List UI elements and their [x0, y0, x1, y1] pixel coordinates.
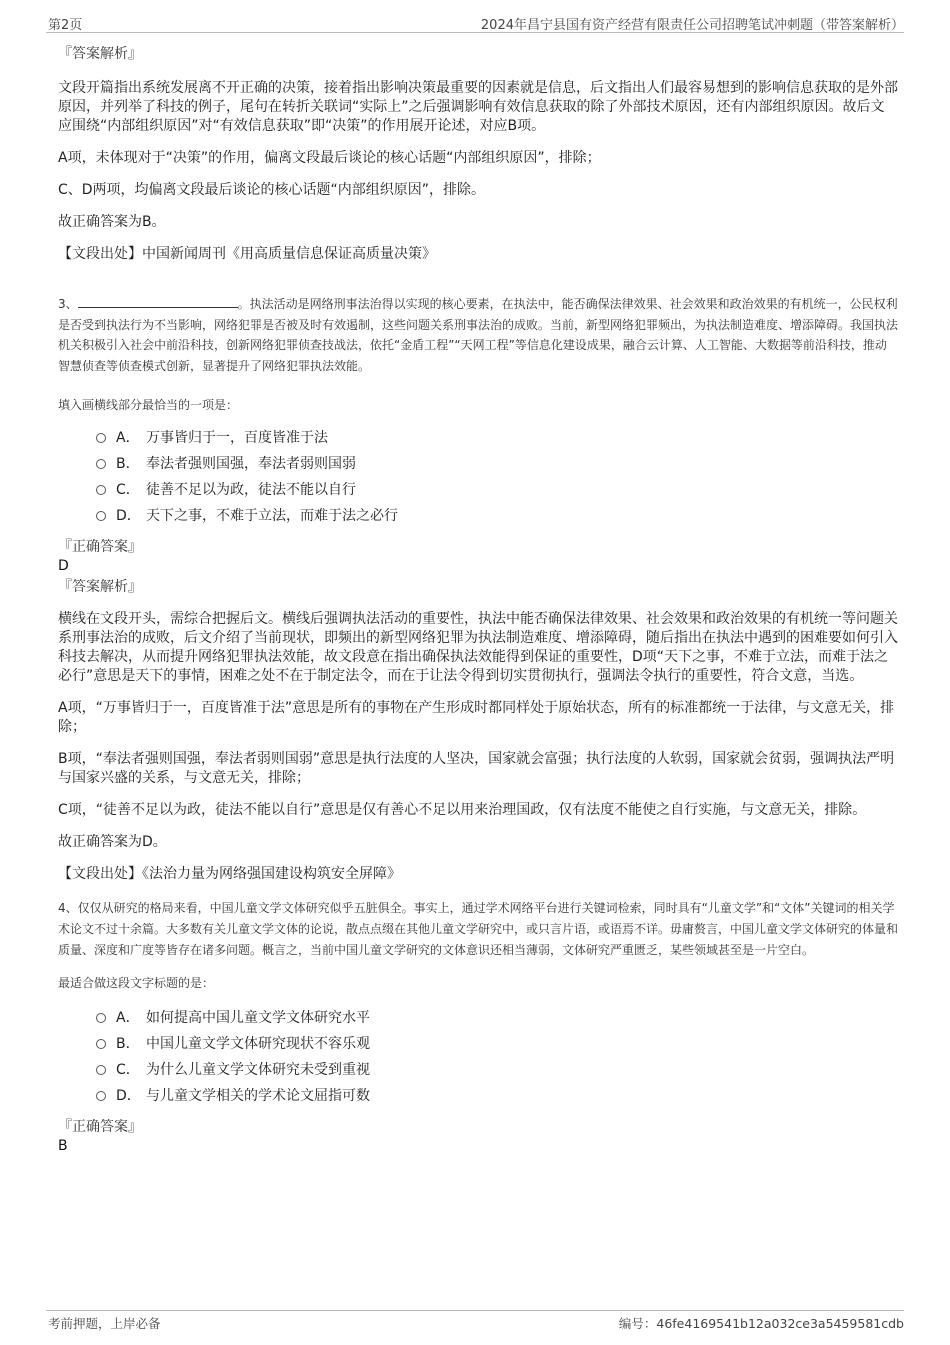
radio-icon[interactable]	[96, 1013, 106, 1023]
analysis-paragraph: A项，未体现对于“决策”的作用，偏离文段最后谈论的核心话题“内部组织原因”，排除；	[58, 150, 601, 166]
analysis-label: 『答案解析』	[58, 579, 142, 596]
analysis-paragraph: C、D两项，均偏离文段最后谈论的核心话题“内部组织原因”，排除。	[58, 182, 486, 198]
radio-icon[interactable]	[96, 511, 106, 521]
correct-answer-label: 『正确答案』	[58, 1119, 142, 1136]
question-2-analysis	[58, 44, 898, 264]
source-note: 【文段出处】《法治力量为网络强国建设构筑安全屏障》	[58, 866, 401, 883]
question-number: 3、	[58, 297, 78, 311]
question-prompt: 最适合做这段文字标题的是：	[58, 976, 215, 991]
question-prompt: 填入画横线部分最恰当的一项是：	[58, 398, 239, 413]
source-note: 【文段出处】中国新闻周刊《用高质量信息保证高质量决策》	[58, 246, 436, 262]
option-a[interactable]: A． 如何提高中国儿童文学文体研究水平	[58, 1005, 898, 1031]
analysis-paragraph: B项，“奉法者强则国强，奉法者弱则国弱”意思是执行法度的人坚决，国家就会富强；执行法度的人软弱，国家就会贫弱，强调执法严明与国家兴盛的关系，与文意无关，排除；	[58, 751, 895, 787]
document-title: 2024年昌宁县国有资产经营有限责任公司招聘笔试冲刺题（带答案解析）	[480, 18, 904, 33]
correct-answer: B	[58, 1138, 68, 1155]
radio-icon[interactable]	[96, 1065, 106, 1075]
option-a[interactable]: A． 万事皆归于一，百度皆准于法	[58, 425, 898, 451]
document-body	[58, 44, 898, 1155]
radio-icon[interactable]	[96, 433, 106, 443]
options-list	[58, 425, 898, 529]
analysis-paragraph: 文段开篇指出系统发展离不开正确的决策，接着指出影响决策最重要的因素就是信息，后文指出人们最容易想到的影响信息获取的是外部原因，并列举了科技的例子，尾句在转折关联词“实际上”之后强调影响有效信息获取的除了外部技术原因，还有内部组织原因。故后文应围绕“内部组织原因”对“有效信息获取”即“决策”的作用展开论述，对应B项。	[58, 80, 898, 134]
radio-icon[interactable]	[96, 485, 106, 495]
conclusion: 故正确答案为B。	[58, 214, 166, 230]
question-passage: 。执法活动是网络刑事法治得以实现的核心要素，在执法中，能否确保法律效果、社会效果和政治效果的有机统一，公民权利是否受到执法行为不当影响，网络犯罪是否被及时有效遏制，这些问题关系刑事法治的成败。当前，新型网络犯罪频出，为执法制造难度、增添障碍。我国执法机关积极引入社会中前沿科技，创新网络犯罪侦查技战法，依托“金盾工程”“天网工程”等信息化建设成果，融合云计算、人工智能、大数据等前沿科技，推动智慧侦查等侦查模式创新，显著提升了网络犯罪执法效能。	[58, 297, 899, 373]
radio-icon[interactable]	[96, 1039, 106, 1049]
analysis-paragraph: C项，“徒善不足以为政，徒法不能以自行”意思是仅有善心不足以用来治理国政，仅有法度不能使之自行实施，与文意无关，排除。	[58, 802, 867, 819]
options-list	[58, 1005, 898, 1109]
document-id: 编号：46fe4169541b12a032ce3a5459581cdb	[618, 1316, 904, 1331]
question-text: 4、仅仅从研究的格局来看，中国儿童文学文体研究似乎五脏俱全。事实上，通过学术网络平台进行关键词检索，同时具有“儿童文学”和“文体”关键词的相关学术论文不过十余篇。大多数有关儿童文学文体的论说，散点点缀在其他儿童文学研究中，或只言片语，或语焉不详。毋庸赘言，中国儿童文学文体研究的体量和质量、深度和广度等皆存在诸多问题。概言之，当前中国儿童文学研究的文体意识还相当薄弱，文体研究严重匮乏，某些领域甚至是一片空白。	[58, 901, 899, 957]
conclusion: 故正确答案为D。	[58, 834, 167, 851]
footer-divider	[46, 1310, 904, 1311]
question-3	[58, 294, 898, 884]
option-b[interactable]: B． 奉法者强则国强，奉法者弱则国弱	[58, 451, 898, 477]
option-c[interactable]: C． 徒善不足以为政，徒法不能以自行	[58, 477, 898, 503]
analysis-paragraph: 横线在文段开头，需综合把握后文。横线后强调执法活动的重要性，执法中能否确保法律效果、社会效果和政治效果的有机统一等问题关系刑事法治的成败，后文介绍了当前现状，即频出的新型网络犯罪为执法制造难度、增添障碍，随后指出在执法中遇到的困难要如何引入科技去解决，从而提升网络犯罪执法效能，故文段意在指出确保执法效能得到保证的重要性，D项“天下之事，不难于立法，而难于法之必行”意思是天下的事情，困难之处不在于制定法令，而在于让法令得到切实贯彻执行，强调法令执行的重要性，符合文意，当选。	[58, 611, 898, 685]
radio-icon[interactable]	[96, 459, 106, 469]
correct-answer-label: 『正确答案』	[58, 539, 142, 556]
page-number: 第2页	[48, 18, 83, 33]
question-text	[58, 294, 898, 376]
option-b[interactable]: B． 中国儿童文学文体研究现状不容乐观	[58, 1031, 898, 1057]
analysis-paragraph: A项，“万事皆归于一，百度皆准于法”意思是所有的事物在产生形成时都同样处于原始状态，所有的标准都统一于法律，与文意无关，排除；	[58, 700, 895, 736]
correct-answer: D	[58, 558, 69, 575]
option-d[interactable]: D． 天下之事，不难于立法，而难于法之必行	[58, 503, 898, 529]
analysis-label: 『答案解析』	[58, 46, 142, 62]
question-4	[58, 898, 898, 1155]
option-c[interactable]: C． 为什么儿童文学文体研究未受到重视	[58, 1057, 898, 1083]
radio-icon[interactable]	[96, 1091, 106, 1101]
fill-blank	[78, 295, 238, 308]
footer-slogan: 考前押题，上岸必备	[48, 1316, 161, 1331]
option-d[interactable]: D． 与儿童文学相关的学术论文屈指可数	[58, 1083, 898, 1109]
page-header	[0, 0, 950, 34]
header-divider	[46, 32, 904, 33]
